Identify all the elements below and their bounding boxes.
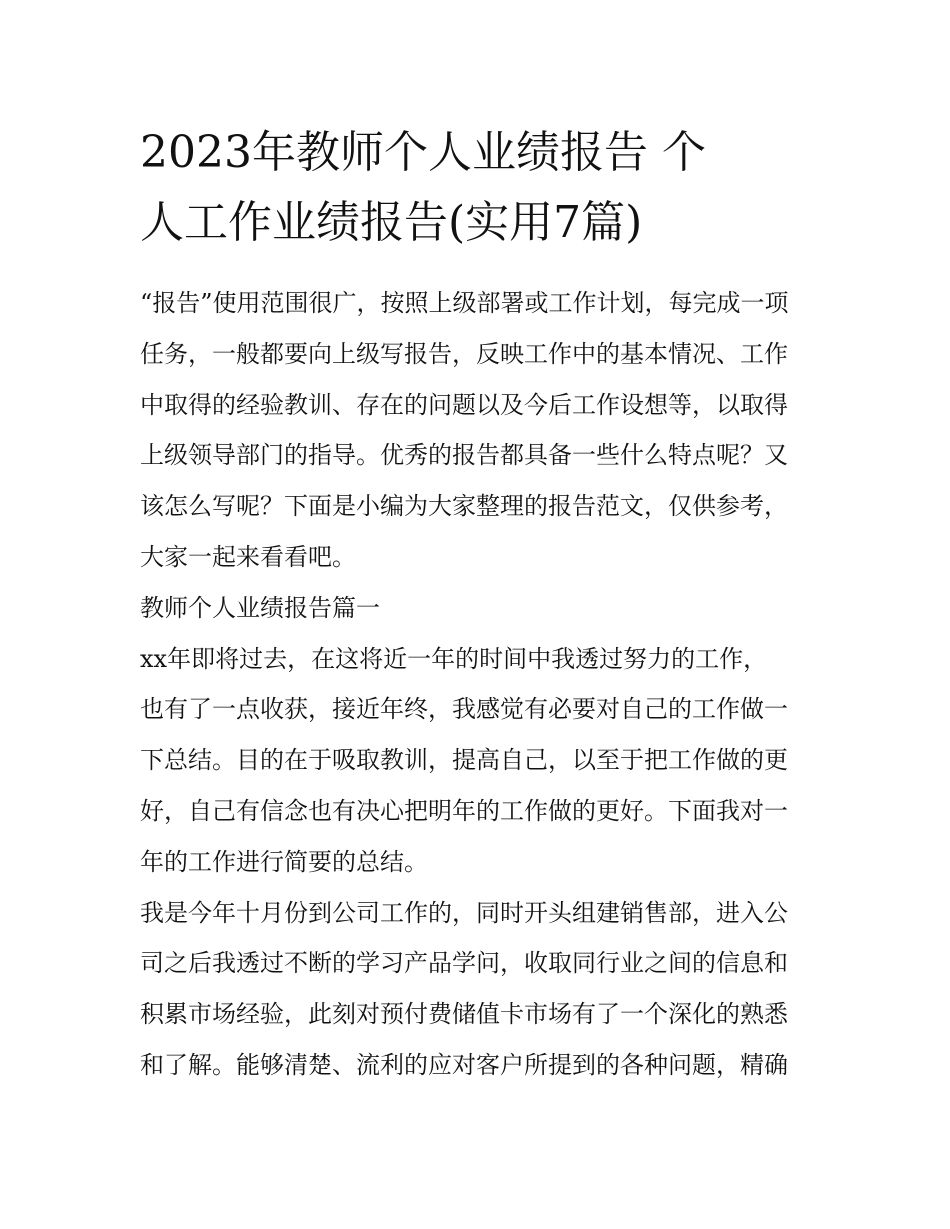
- intro-line-3: 中取得的经验教训、存在的问题以及今后工作设想等，以取得: [140, 390, 788, 419]
- intro-line-6: 大家一起来看看吧。: [140, 542, 356, 571]
- intro-line-1: “报告”使用范围很广，按照上级部署或工作计划，每完成一项: [140, 289, 789, 317]
- paragraph-2-line-1: 我是今年十月份到公司工作的，同时开头组建销售部，进入公: [140, 898, 788, 927]
- document-title: [140, 118, 820, 258]
- paragraph-1-line-2: 也有了一点收获，接近年终，我感觉有必要对自己的工作做一: [140, 695, 788, 724]
- paragraph-2-line-2: 司之后我透过不断的学习产品学问，收取同行业之间的信息和: [140, 949, 788, 978]
- paragraph-2-line-3: 积累市场经验，此刻对预付费储值卡市场有了一个深化的熟悉: [140, 1000, 788, 1029]
- intro-line-2: 任务，一般都要向上级写报告，反映工作中的基本情况、工作: [140, 339, 788, 368]
- intro-line-5: 该怎么写呢？下面是小编为大家整理的报告范文，仅供参考，: [140, 492, 788, 521]
- title-line-1: 2023年教师个人业绩报告 个: [140, 127, 706, 178]
- paragraph-2-line-4: 和了解。能够清楚、流利的应对客户所提到的各种问题，精确: [140, 1050, 788, 1079]
- document-body: [140, 278, 820, 1091]
- section-heading: 教师个人业绩报告篇一: [140, 593, 380, 622]
- paragraph-1-line-4: 好，自己有信念也有决心把明年的工作做的更好。下面我对一: [140, 796, 788, 825]
- title-line-2: 人工作业绩报告(实用7篇): [140, 197, 643, 248]
- paragraph-1-line-5: 年的工作进行简要的总结。: [140, 847, 428, 876]
- paragraph-1-line-3: 下总结。目的在于吸取教训，提高自己，以至于把工作做的更: [140, 746, 788, 775]
- paragraph-1-line-1: xx年即将过去，在这将近一年的时间中我透过努力的工作，: [140, 644, 768, 673]
- intro-line-4: 上级领导部门的指导。优秀的报告都具备一些什么特点呢？又: [140, 441, 788, 470]
